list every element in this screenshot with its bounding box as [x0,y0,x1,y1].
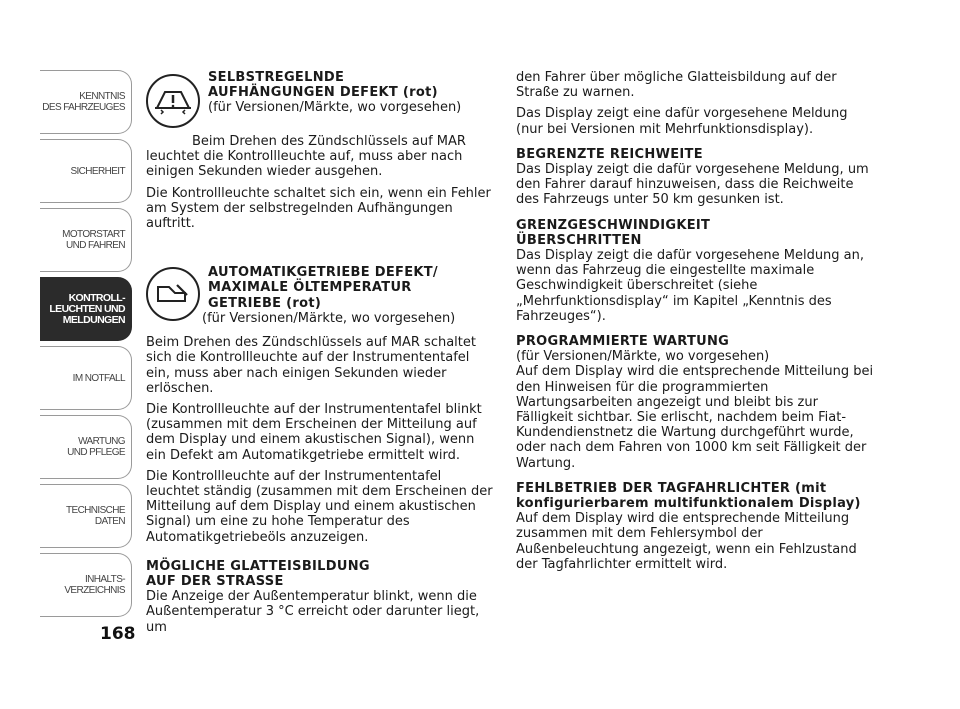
paragraph: Auf dem Display wird die entsprechende Mitteilung zusammen mit dem Fehlersymbol der Außenbeleuchtung angezeigt, wenn ein Fehlzustand der Tagfahrlichter ermittelt wird. [516,511,857,572]
paragraph: Das Display zeigt eine dafür vorgesehene Meldung (nur bei Versionen mit Mehrfunktionsdisplay). [516,106,848,137]
heading-line: MAXIMALE ÖLTEMPERATUR [208,280,412,296]
paragraph: Die Kontrollleuchte schaltet sich ein, wenn ein Fehler am System der selbstregelnden Aufhängungen auftritt. [146,185,491,232]
heading-line: GRENZGESCHWINDIGKEIT [516,217,711,233]
tab-motorstart[interactable] [40,208,132,272]
heading-line: PROGRAMMIERTE WARTUNG [516,334,730,350]
heading-line: MÖGLICHE GLATTEISBILDUNG [146,558,370,574]
tab-label: KENNTNIS DES FAHRZEUGES [42,91,125,113]
tab-label: IM NOTFALL [72,372,125,384]
paragraph: Die Kontrollleuchte auf der Instrumententafel leuchtet ständig (zusammen mit dem Erscheinen der Mitteilung auf dem Display und einem akustischen Signal) um eine zu hohe Temperatur des Automatikgetriebeöls anzuzeigen. [146,468,493,545]
section-gearbox-title [202,265,456,332]
tab-inhaltsverzeichnis[interactable] [40,553,132,617]
heading-line: ÜBERSCHRITTEN [516,232,642,248]
section-suspension-header [146,70,496,134]
paragraph: Beim Drehen des Zündschlüssels auf MAR leuchtet die Kontrollleuchte auf, muss aber nach einigen Sekunden wieder ausgehen. [146,134,466,180]
left-column [146,70,496,641]
tab-label: TECHNISCHE DATEN [65,505,125,527]
tab-label: INHALTS- VERZEICHNIS [64,574,125,596]
suspension-warning-icon [146,74,200,128]
tab-label: MOTORSTART UND FAHREN [62,229,125,251]
paragraph: Beim Drehen des Zündschlüssels auf MAR schaltet sich die Kontrollleuchte auf der Instrumententafel ein, muss aber nach einigen Sekunden wieder erlöschen. [146,335,476,396]
heading-line: AUFHÄNGUNGEN DEFEKT (rot) [208,85,438,101]
tab-kenntnis[interactable] [40,70,132,134]
paragraph: Das Display zeigt die dafür vorgesehene Meldung an, wenn das Fahrzeug die eingestellte maximale Geschwindigkeit überschreitet (siehe „Mehrfunktionsdisplay“ im Kapitel „Kenntnis des Fahrzeuges“). [516,248,865,324]
tab-wartung[interactable] [40,415,132,479]
tab-label: WARTUNG UND PFLEGE [67,436,125,458]
heading-line: FEHLBETRIEB DER TAGFAHRLICHTER (mit [516,480,827,496]
heading-line: AUF DER STRASSE [146,574,284,590]
section-gearbox-header [146,265,496,335]
heading-subtitle: (für Versionen/Märkte, wo vorgesehen) [516,349,770,365]
paragraph: Auf dem Display wird die entsprechende Mitteilung bei den Hinweisen für die programmierten Wartungsarbeiten angezeigt und bleibt bis zur Fälligkeit sichtbar. Sie erlischt, nachdem beim Fiat-Kundendienstnetz die Wartung durchgeführt wurde, oder nach dem Fahren von 1000 km seit Fälligkeit der Wartung. [516,364,874,471]
heading-subtitle: (für Versionen/Märkte, wo vorgesehen) [202,310,456,326]
right-column [516,70,876,578]
automatic-gearbox-icon [146,267,200,321]
page-number: 168 [100,624,136,644]
tab-kontrollleuchten[interactable] [40,277,132,341]
tab-sicherheit[interactable] [40,139,132,203]
heading-line: BEGRENZTE REICHWEITE [516,146,703,162]
paragraph: Die Kontrollleuchte auf der Instrumententafel blinkt (zusammen mit dem Erscheinen der Mitteilung auf dem Display und einem akustischen Signal), wenn ein Defekt am Automatikgetriebe ermittelt wird. [146,402,482,463]
tab-label: KONTROLL- LEUCHTEN UND MELDUNGEN [49,291,125,326]
paragraph: den Fahrer über mögliche Glatteisbildung auf der Straße zu warnen. [516,70,837,101]
tab-im-notfall[interactable] [40,346,132,410]
heading-subtitle: (für Versionen/Märkte, wo vorgesehen) [208,100,462,116]
section-suspension-title [208,70,461,122]
paragraph: Die Anzeige der Außentemperatur blinkt, wenn die Außentemperatur 3 °C erreicht oder darunter liegt, um [146,589,480,635]
heading-line: konfigurierbarem multifunktionalem Display) [516,496,861,512]
tab-label: SICHERHEIT [70,165,125,177]
tab-technische-daten[interactable] [40,484,132,548]
paragraph: Das Display zeigt die dafür vorgesehene Meldung, um den Fahrer darauf hinzuweisen, dass die Reichweite des Fahrzeugs unter 50 km gesunken ist. [516,162,869,208]
heading-line: AUTOMATIKGETRIEBE DEFEKT/ [208,265,438,281]
heading-line: SELBSTREGELNDE [208,70,345,85]
heading-line: GETRIEBE (rot) [208,295,322,311]
